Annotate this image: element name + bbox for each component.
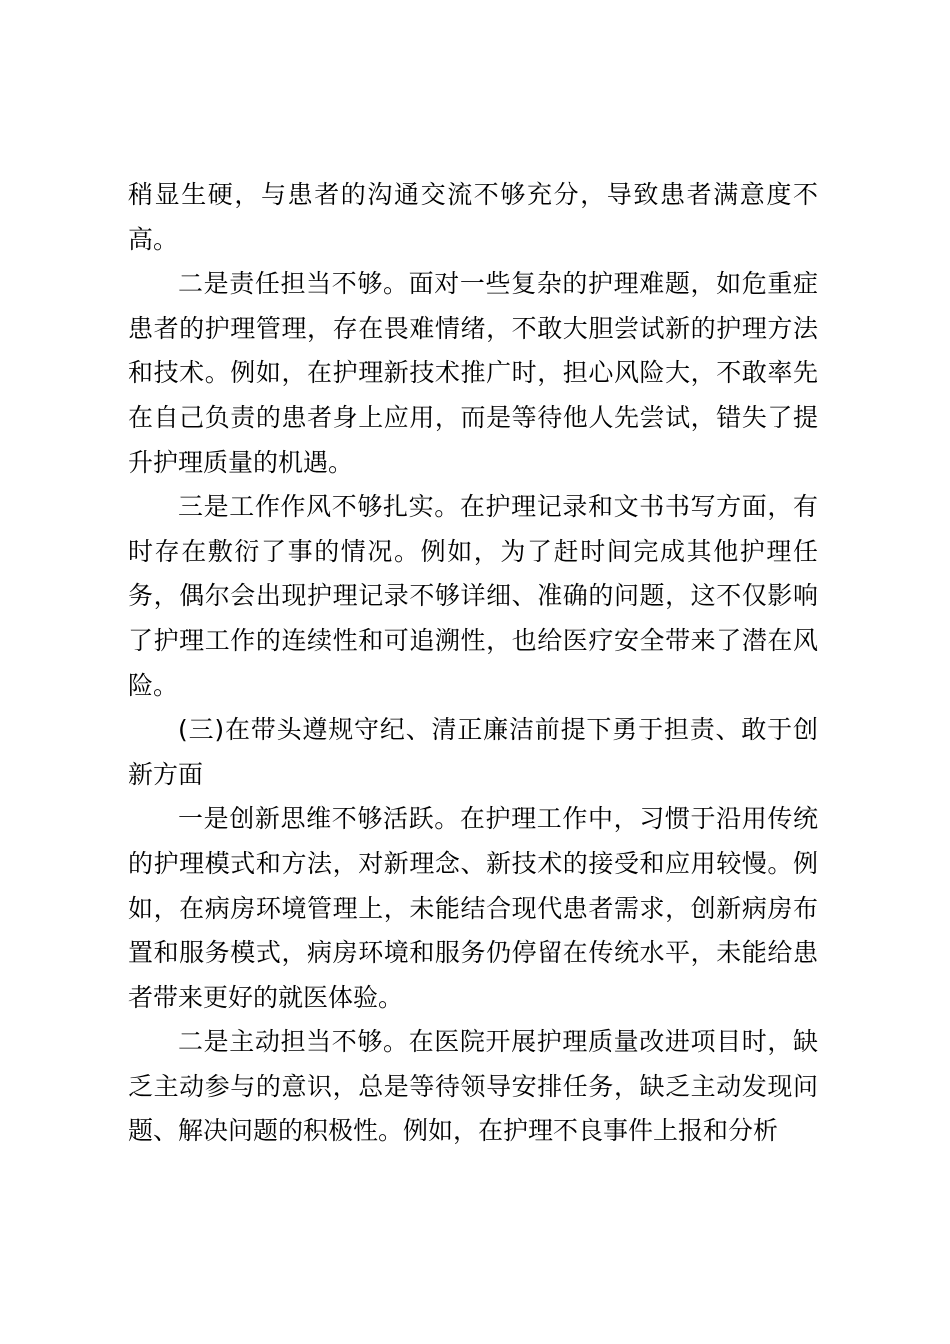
paragraph-responsibility: 二是责任担当不够。面对一些复杂的护理难题，如危重症患者的护理管理，存在畏难情绪，不敢大胆尝试新的护理方法和技术。例如，在护理新技术推广时，担心风险大，不敢率先在自己负责的患者身上应用，而是等待他人先尝试，错失了提升护理质量的机遇。 [128, 269, 818, 477]
document-body [128, 173, 818, 1154]
paragraph-innovation: 一是创新思维不够活跃。在护理工作中，习惯于沿用传统的护理模式和方法，对新理念、新技术的接受和应用较慢。例如，在病房环境管理上，未能结合现代患者需求，创新病房布置和服务模式，病房环境和服务仍停留在传统水平，未能给患者带来更好的就医体验。 [128, 804, 818, 1012]
paragraph-initiative: 二是主动担当不够。在医院开展护理质量改进项目时，缺乏主动参与的意识，总是等待领导安排任务，缺乏主动发现问题、解决问题的积极性。例如，在护理不良事件上报和分析 [128, 1027, 818, 1146]
section-heading: (三)在带头遵规守纪、清正廉洁前提下勇于担责、敢于创新方面 [128, 715, 818, 789]
paragraph-work-style: 三是工作作风不够扎实。在护理记录和文书书写方面，有时存在敷衍了事的情况。例如，为了赶时间完成其他护理任务，偶尔会出现护理记录不够详细、准确的问题，这不仅影响了护理工作的连续性和可追溯性，也给医疗安全带来了潜在风险。 [128, 492, 818, 700]
paragraph-continuation: 稍显生硬，与患者的沟通交流不够充分，导致患者满意度不高。 [128, 180, 818, 254]
